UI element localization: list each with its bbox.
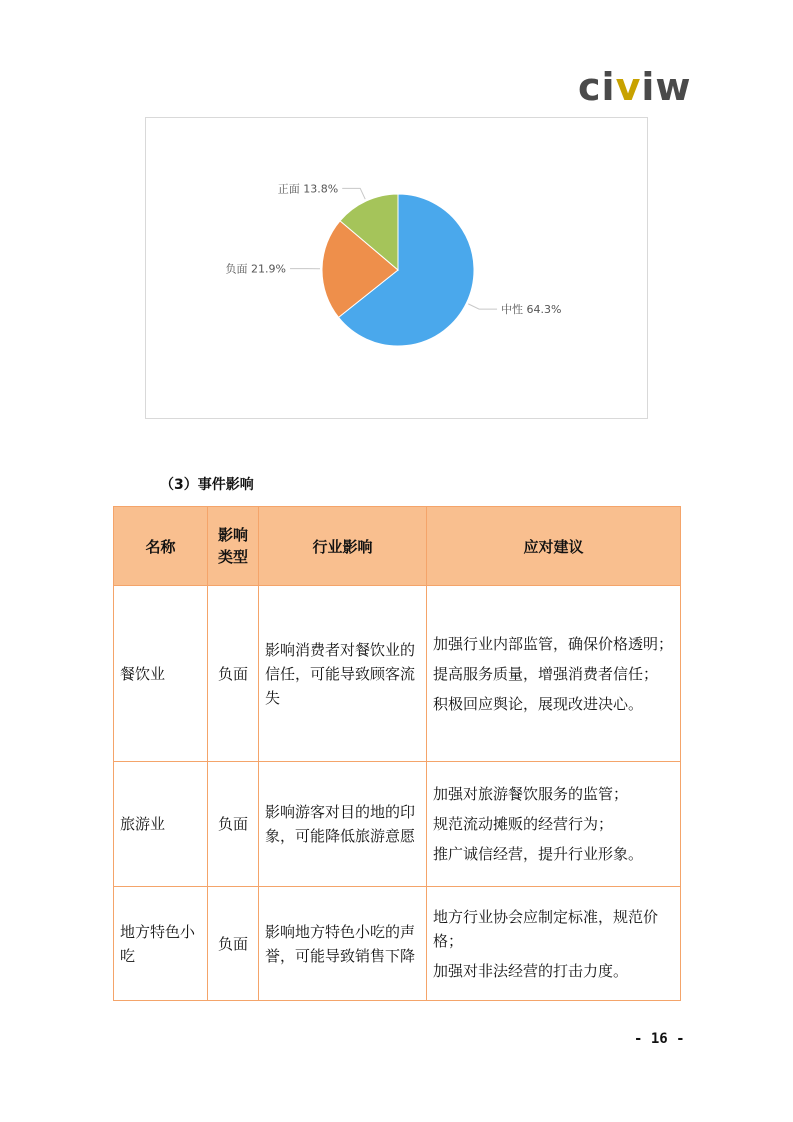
suggestion-item: 规范流动摊贩的经营行为； [433, 815, 614, 833]
table-row [114, 586, 681, 762]
cell-impact: 影响消费者对餐饮业的信任，可能导致顾客流失 [259, 586, 427, 762]
header-name: 名称 [114, 507, 208, 586]
cell-type: 负面 [208, 586, 259, 762]
suggestion-item: 加强对非法经营的打击力度。 [433, 961, 629, 980]
pie-label-0: 中性 64.3% [501, 303, 562, 317]
cell-name: 地方特色小吃 [114, 887, 208, 1001]
cell-impact: 影响地方特色小吃的声誉，可能导致销售下降 [259, 887, 427, 1001]
pie-label-1: 负面 21.9% [225, 262, 287, 276]
civiw-logo: civiw [578, 65, 692, 109]
pie-label-2: 正面 13.8% [277, 182, 339, 196]
page-number: - 16 - [634, 1031, 685, 1047]
cell-suggestions [427, 586, 681, 762]
pie-chart-svg [146, 118, 649, 420]
header-suggestions: 应对建议 [427, 507, 681, 586]
suggestion-item: 提高服务质量，增强消费者信任； [433, 664, 659, 683]
suggestion-item: 加强行业内部监管，确保价格透明； [433, 634, 674, 653]
cell-type: 负面 [208, 887, 259, 1001]
cell-impact: 影响游客对目的地的印象，可能降低旅游意愿 [259, 762, 427, 887]
cell-type: 负面 [208, 762, 259, 887]
table-body [114, 586, 681, 1001]
pie-chart [145, 117, 648, 419]
suggestion-item: 地方行业协会应制定标准，规范价格； [433, 907, 659, 950]
pie-leader-line-0 [468, 304, 497, 309]
table-row [114, 887, 681, 1001]
cell-name: 餐饮业 [114, 586, 208, 762]
cell-suggestions [427, 762, 681, 887]
suggestion-item: 积极回应舆论，展现改进决心。 [433, 694, 644, 713]
section-heading: （3）事件影响 [160, 477, 254, 493]
header-impact: 行业影响 [259, 507, 427, 586]
header-type: 影响类型 [208, 507, 259, 586]
table-row [114, 762, 681, 887]
pie-leader-line-2 [342, 188, 365, 199]
cell-suggestions [427, 887, 681, 1001]
suggestion-item: 推广诚信经营，提升行业形象。 [433, 845, 644, 863]
cell-name: 旅游业 [114, 762, 208, 887]
impact-table [113, 506, 681, 1001]
table-header-row [114, 507, 681, 586]
suggestion-item: 加强对旅游餐饮服务的监管； [433, 785, 629, 803]
